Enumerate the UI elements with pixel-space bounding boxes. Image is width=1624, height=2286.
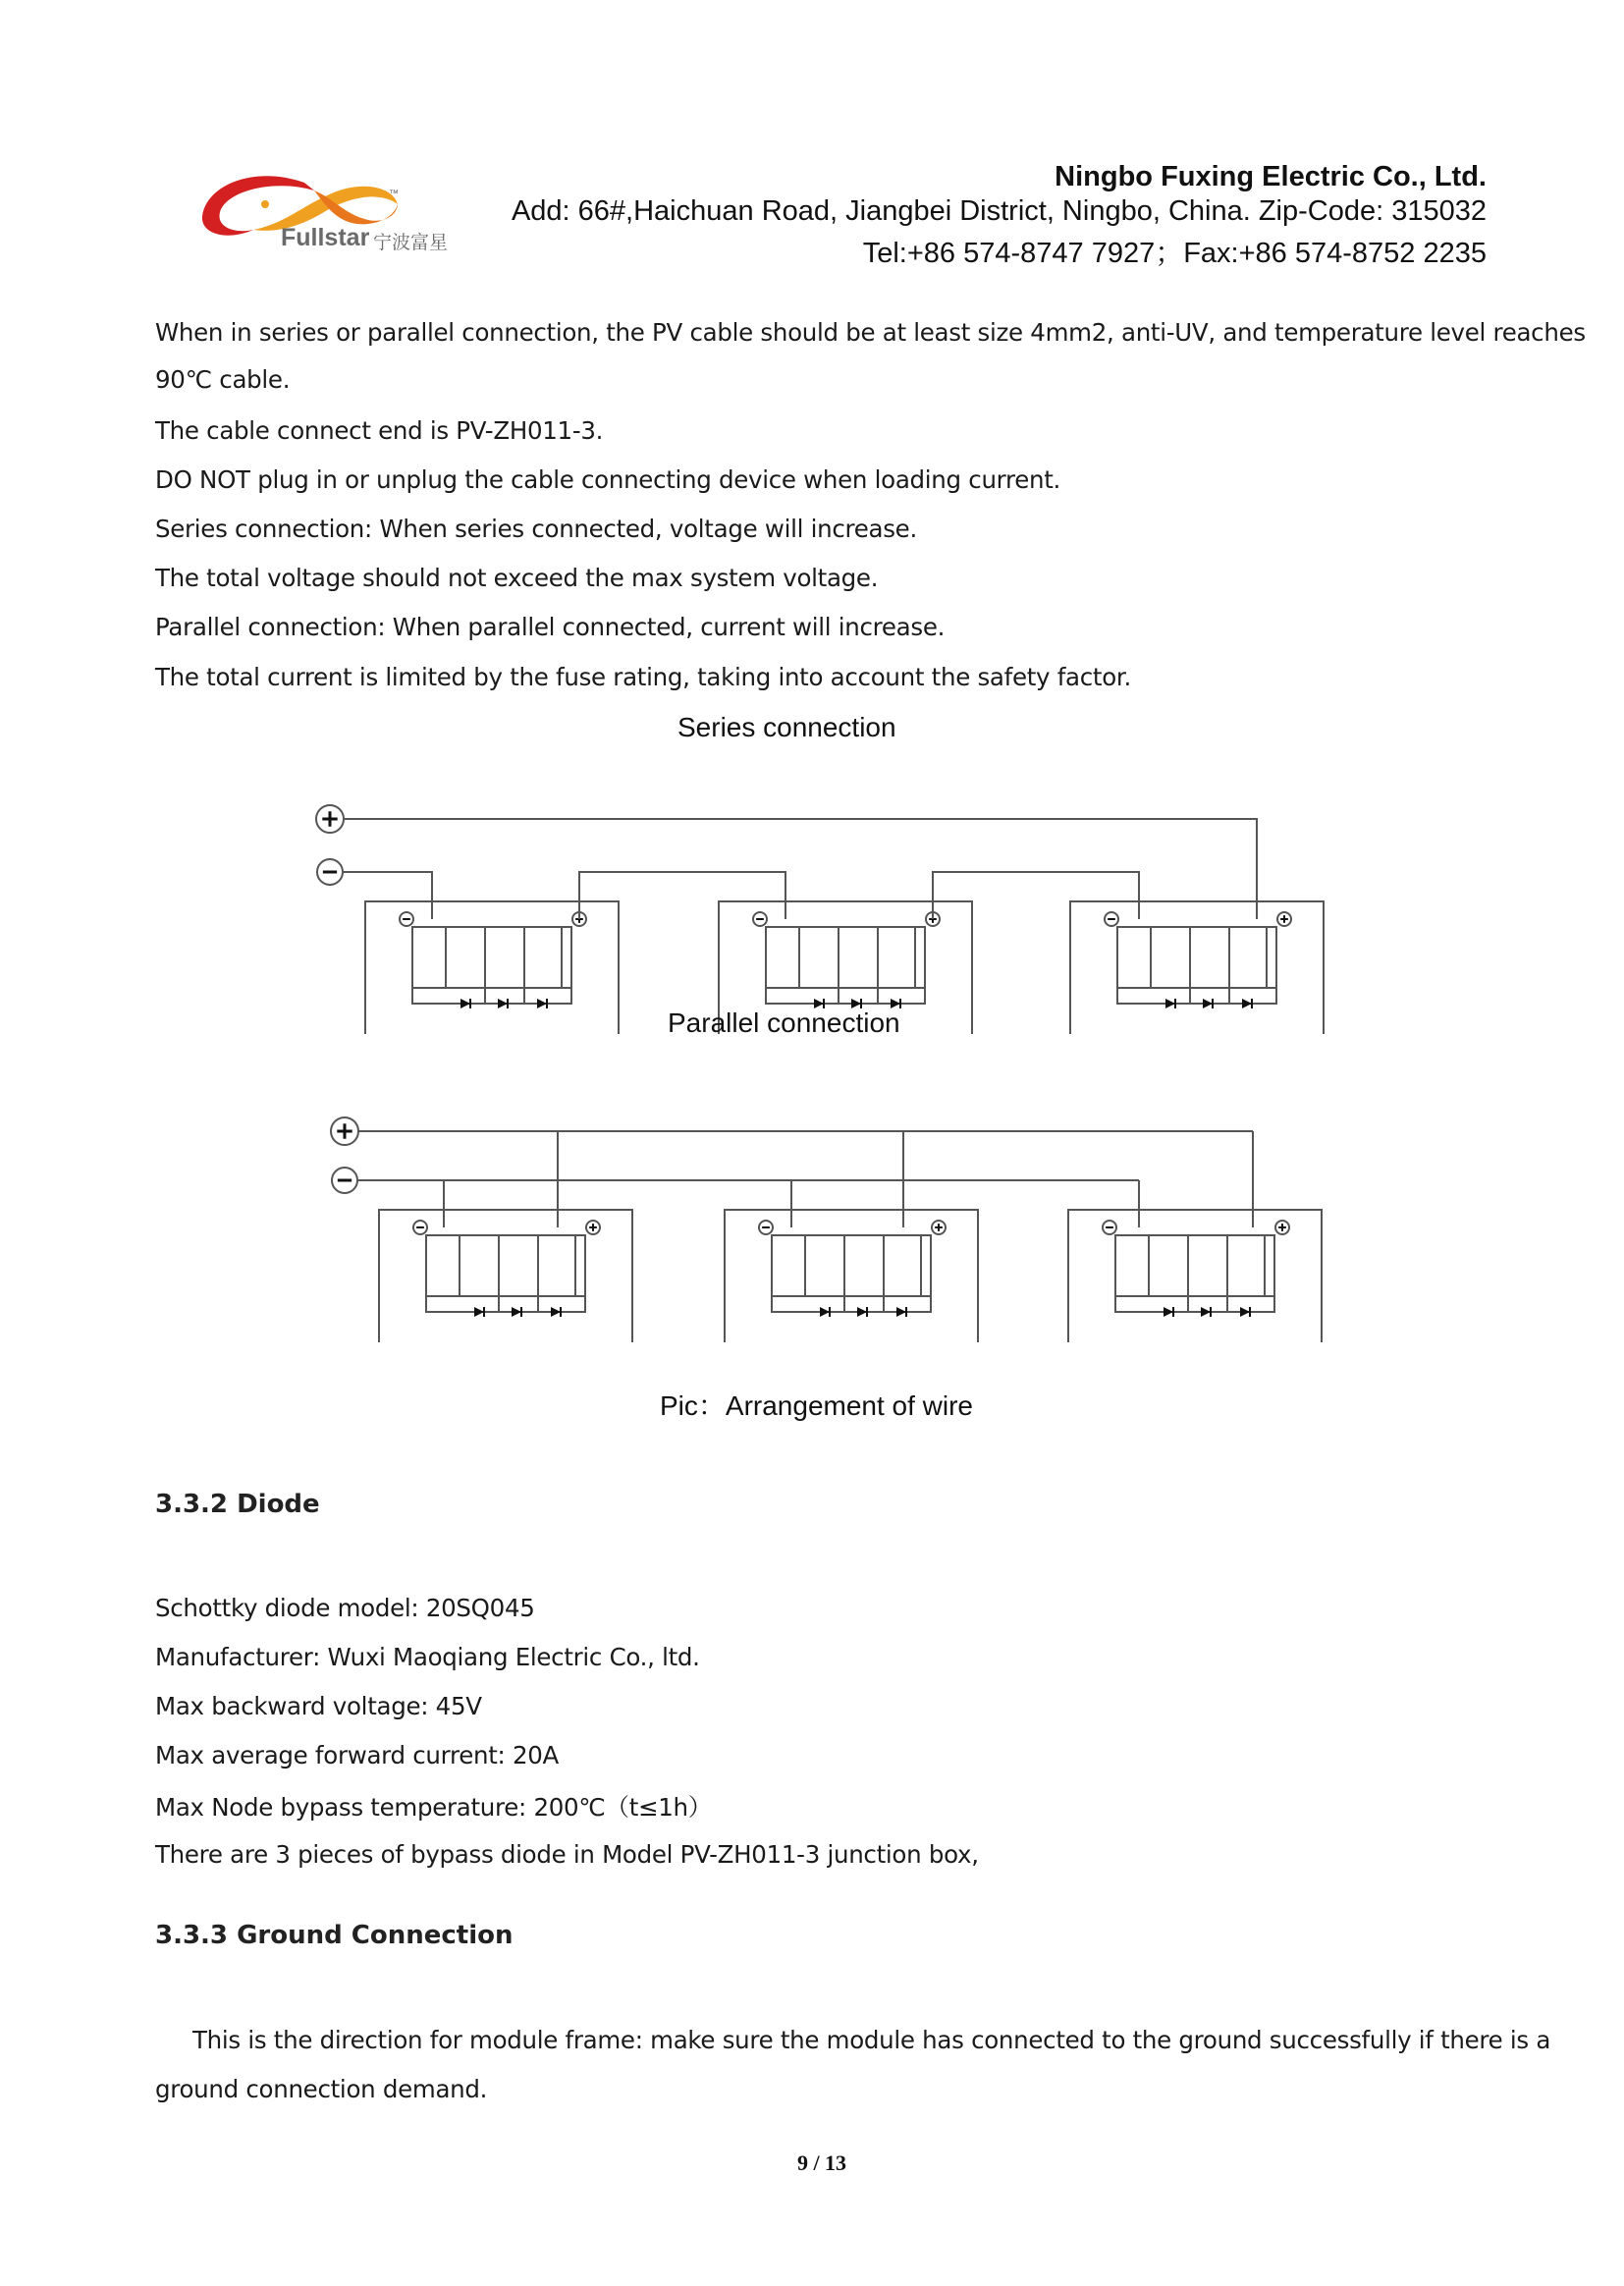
diode-icon: [1165, 999, 1175, 1008]
logo-wordmark: Fullstar: [281, 224, 370, 251]
intro-line: DO NOT plug in or unplug the cable connecting device when loading current.: [155, 465, 1061, 494]
diode-icon: [820, 1307, 830, 1317]
diode-icon: [537, 999, 547, 1008]
series-connection-title: Series connection: [677, 712, 896, 742]
junction-box: [1115, 1235, 1274, 1296]
diode-icon: [512, 1307, 521, 1317]
diode-current: Max average forward current: 20A: [155, 1741, 560, 1769]
diode-manufacturer: Manufacturer: Wuxi Maoqiang Electric Co., ltd.: [155, 1643, 700, 1671]
diode-icon: [498, 999, 508, 1008]
company-name: Ningbo Fuxing Electric Co., Ltd.: [1055, 161, 1487, 192]
ground-line: ground connection demand.: [155, 2075, 488, 2103]
logo-trademark: ™: [389, 189, 399, 199]
parallel-diagram: [331, 1117, 1322, 1342]
diode-icon: [857, 1307, 867, 1317]
intro-line: When in series or parallel connection, the PV cable should be at least size 4mm2, anti-UV, and temperature level reaches: [155, 318, 1586, 347]
diode-icon: [474, 1307, 484, 1317]
logo-chinese-name: 宁波富星: [373, 232, 449, 253]
parallel-connection-title: Parallel connection: [668, 1007, 900, 1038]
series-plus-wire: [342, 819, 1257, 919]
section-heading-diode: 3.3.2 Diode: [155, 1490, 320, 1519]
series-minus-wire: [342, 872, 432, 919]
section-heading-ground: 3.3.3 Ground Connection: [155, 1921, 514, 1950]
junction-box: [412, 927, 571, 988]
company-address: Add: 66#,Haichuan Road, Jiangbei District, Ningbo, China. Zip-Code: 315032: [511, 195, 1487, 227]
intro-line: 90℃ cable.: [155, 365, 291, 394]
intro-line: The total voltage should not exceed the max system voltage.: [155, 564, 879, 592]
series-diagram: [316, 805, 1324, 1034]
diode-icon: [1164, 1307, 1173, 1317]
junction-box: [426, 1235, 585, 1296]
diode-icon: [551, 1307, 561, 1317]
diode-temperature: Max Node bypass temperature: 200℃（t≤1h）: [155, 1793, 712, 1822]
company-contact: Tel:+86 574-8747 7927；Fax:+86 574-8752 2235: [862, 238, 1487, 269]
intro-line: Series connection: When series connected, voltage will increase.: [155, 515, 917, 543]
diode-icon: [460, 999, 470, 1008]
diode-icon: [1203, 999, 1213, 1008]
junction-box: [772, 1235, 931, 1296]
diode-icon: [896, 1307, 906, 1317]
diode-voltage: Max backward voltage: 45V: [155, 1692, 482, 1720]
intro-line: Parallel connection: When parallel connected, current will increase.: [155, 613, 946, 641]
page-number: 9 / 13: [796, 2150, 847, 2175]
ground-line: This is the direction for module frame: make sure the module has connected to the ground successfully if there is a: [192, 2026, 1551, 2054]
series-link-wire: [933, 872, 1139, 919]
diode-icon: [1240, 1307, 1250, 1317]
intro-line: The cable connect end is PV-ZH011-3.: [155, 416, 604, 445]
diode-icon: [1242, 999, 1252, 1008]
junction-box: [1117, 927, 1276, 988]
diode-icon: [1201, 1307, 1211, 1317]
series-link-wire: [579, 872, 785, 919]
figure-caption: Pic：Arrangement of wire: [660, 1390, 974, 1421]
junction-box: [766, 927, 925, 988]
diode-model: Schottky diode model: 20SQ045: [155, 1594, 535, 1622]
diode-count: There are 3 pieces of bypass diode in Model PV-ZH011-3 junction box,: [155, 1840, 979, 1869]
intro-line: The total current is limited by the fuse rating, taking into account the safety factor.: [155, 663, 1131, 691]
